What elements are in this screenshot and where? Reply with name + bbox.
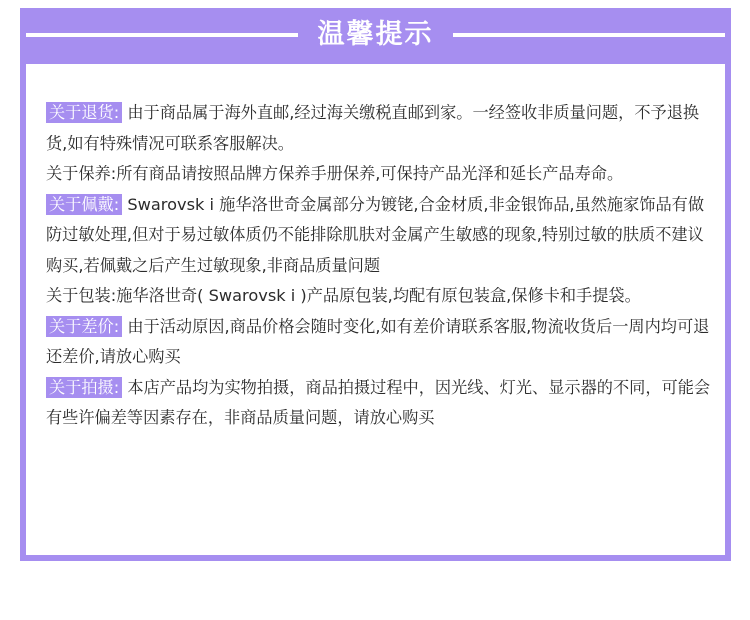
notice-header xyxy=(20,8,731,64)
packaging-label: 关于包装: xyxy=(46,286,117,305)
header-divider-left xyxy=(26,33,298,37)
packaging-paragraph xyxy=(46,281,718,312)
wearing-label: 关于佩戴: xyxy=(46,194,122,215)
wearing-paragraph xyxy=(46,190,718,282)
price-difference-label: 关于差价: xyxy=(46,316,122,337)
price-difference-text: 由于活动原因,商品价格会随时变化,如有差价请联系客服,物流收货后一周内均可退还差价,请放心购买 xyxy=(46,316,710,366)
price-difference-paragraph xyxy=(46,312,718,373)
packaging-text: 施华洛世奇( Swarovsk i )产品原包装,均配有原包装盒,保修卡和手提袋。 xyxy=(116,286,641,305)
photography-label: 关于拍摄: xyxy=(46,377,122,398)
return-policy-label: 关于退货: xyxy=(46,102,122,123)
header-divider-right xyxy=(453,33,725,37)
maintenance-label: 关于保养: xyxy=(46,164,117,183)
wearing-text: Swarovsk i 施华洛世奇金属部分为镀铑,合金材质,非金银饰品,虽然施家饰品有做防过敏处理,但对于易过敏体质仍不能排除肌肤对金属产生敏感的现象,特别过敏的肤质不建议购买,若佩戴之后产生过敏现象,非商品质量问题 xyxy=(46,194,705,275)
notice-title: 温馨提示 xyxy=(317,19,434,50)
photography-paragraph xyxy=(46,373,718,434)
return-policy-text: 由于商品属于海外直邮,经过海关缴税直邮到家。一经签收非质量问题，不予退换货,如有特殊情况可联系客服解决。 xyxy=(46,103,700,153)
maintenance-paragraph xyxy=(46,159,718,190)
photography-text: 本店产品均为实物拍摄，商品拍摄过程中，因光线、灯光、显示器的不同，可能会有些许偏差等因素存在，非商品质量问题，请放心购买 xyxy=(46,377,711,427)
maintenance-text: 所有商品请按照品牌方保养手册保养,可保持产品光泽和延长产品寿命。 xyxy=(116,164,624,183)
return-policy-paragraph xyxy=(46,98,718,159)
notice-content xyxy=(46,98,718,434)
